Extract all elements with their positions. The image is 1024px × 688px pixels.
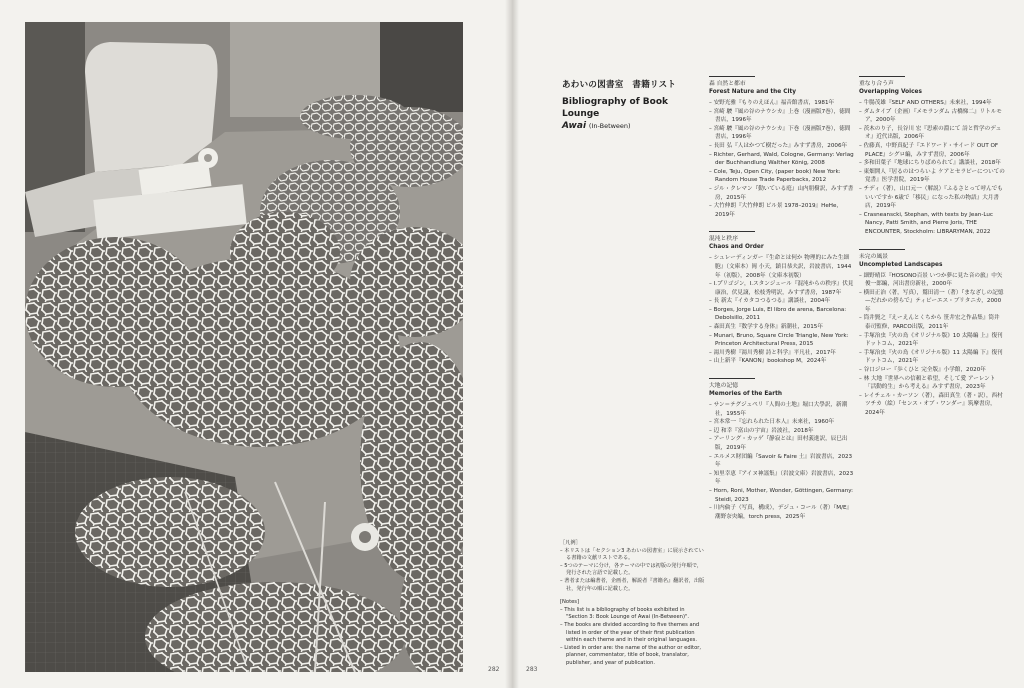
book-entry: – 細野晴臣『HOSONO百景 いつか夢に見た音の旅』中矢俊一郎編，河出書房新社，2000年 [859, 272, 1005, 289]
entry-list [709, 99, 855, 219]
section-title-en: Uncompleted Landscapes [859, 261, 943, 268]
section-rule [709, 231, 755, 232]
sculpture-photo [25, 22, 463, 672]
book-entry: – Munari, Bruno, Square Circle Triangle, New York: Princeton Architectural Press, 2015 [709, 332, 855, 349]
book-entry: – ジル・クレマン『動いている庭』山内朋樹訳，みすず書房，2015年 [709, 185, 855, 202]
title-japanese: あわいの図書室 書籍リスト [562, 80, 677, 90]
bibliography-title [562, 78, 702, 132]
title-english-sub [562, 120, 702, 132]
bibliography-section [709, 76, 855, 219]
book-entry: – チディ（著），山口元一（解説）『ふるさとって呼んでもいいですか 6歳で「移民」になった私の物語』大月書店，2019年 [859, 185, 1005, 211]
book-entry: – 横田正治（著，写真），鷲田清一（著）『まなざしの記憶 —だれかの傍らで』ティビーエス・ブリタニカ，2000年 [859, 289, 1005, 315]
notes-block [560, 540, 705, 668]
bibliography-section [859, 76, 1005, 237]
book-entry: – シュレーディンガー『生命とは何か 物理的にみた生細胞』（文庫本）岡 小天，鎮目恭夫訳，岩波書店，1944年（初版），2008年（文庫本初版） [709, 254, 855, 280]
book-entry: – 多和田葉子『地球にちりばめられて』講談社，2018年 [859, 159, 1005, 168]
entry-list [709, 401, 855, 521]
book-entry: – 牛腸茂雄『SELF AND OTHERS』未來社，1994年 [859, 99, 1005, 108]
bibliography-section [859, 249, 1005, 418]
section-rule [709, 76, 755, 77]
notes-heading-en: [Notes] [560, 599, 580, 606]
entry-list [859, 272, 1005, 418]
page-number-right: 283 [526, 666, 538, 673]
section-title-en: Chaos and Order [709, 244, 764, 251]
book-entry: – Cole, Teju, Open City, (paper book) New York: Random House Trade Paperbacks, 2012 [709, 168, 855, 185]
book-entry: – 知里幸恵『アイヌ神謡集』（岩波文庫）岩波書店，2023年 [709, 470, 855, 487]
book-entry: – 手塚治虫『火の鳥《オリジナル版》11 太陽編 下』復刊ドットコム，2021年 [859, 349, 1005, 366]
notes-list-en [560, 607, 705, 668]
title-in-between: (In-Between) [588, 122, 631, 130]
book-entry: – Richter, Gerhard, Wald, Cologne, Germany: Verlag der Buchhandlung Walther König, 2008 [709, 151, 855, 168]
book-entry: – 長 新太『イカタコつるつる』講談社，2004年 [709, 297, 855, 306]
note-item: – 本リストは「セクション3 あわいの図書室」に展示されている書籍の文献リストである。 [560, 548, 705, 563]
notes-heading-ja: ［凡例］ [560, 540, 581, 546]
book-entry: – Crasneanscki, Stephan, with texts by Jean-Luc Nancy, Patti Smith, and Pierre Joris, THE ENCOUNTER, Stockholm: LIBRARYMAN, 2022 [859, 211, 1005, 237]
book-entry: – ダムタイプ（企画）『メモランダム 古橋悌二』リトルモア，2000年 [859, 108, 1005, 125]
section-title-ja: 未完の風景 [859, 253, 888, 260]
bibliography-section [709, 378, 855, 521]
book-entry: – Borges, Jorge Luis, El libro de arena, Barcelona: Debolsillo, 2011 [709, 306, 855, 323]
bibliography-section [709, 231, 855, 366]
book-entry: – 山上新平『KANON』bookshop M，2024年 [709, 357, 855, 366]
book-entry: – 東畑開人『居るのはつらいよ ケアとセラピーについての覚書』医学書院，2019年 [859, 168, 1005, 185]
section-title-en: Overlapping Voices [859, 89, 922, 95]
book-entry: – 宮本常一『忘れられた日本人』未來社，1960年 [709, 418, 855, 427]
section-rule [859, 249, 905, 250]
notes-list-ja [560, 548, 705, 594]
book-entry: – サン＝テグジュペリ『人間の土地』堀口大學訳，新潮社，1955年 [709, 401, 855, 418]
book-entry: – アーリング・カッゲ『静寂とは』田村義進訳，辰巳出版，2019年 [709, 435, 855, 452]
book-entry: – 宮崎 駿『風の谷のナウシカ』上巻（漫画版7巻），徳間書店，1996年 [709, 108, 855, 125]
book-entry: – 辺 和幸『富山の宇宙』岩波社，2018年 [709, 427, 855, 436]
section-title-ja: 混沌と秩序 [709, 236, 738, 243]
book-entry: – 林 大地『世界への信頼と希望，そして愛 アーレント「活動的生」から考える』みすず書房，2023年 [859, 375, 1005, 392]
section-title-ja: 大地の記憶 [709, 383, 738, 390]
book-entry: – 手塚治虫『火の鳥《オリジナル版》10 太陽編 上』復刊ドットコム，2021年 [859, 332, 1005, 349]
section-rule [709, 378, 755, 379]
book-entry: – 安野光雅『もりのえほん』福音館書店，1981年 [709, 99, 855, 108]
book-entry: – 茨木のり子，長谷川 宏『思索の淵にて 詩と哲学のデュオ』近代出版，2006年 [859, 125, 1005, 142]
title-awai: Awai [562, 121, 587, 131]
book-entry: – 谷口ジロー『歩くひと 完全版』小学館，2020年 [859, 366, 1005, 375]
section-title-en: Forest Nature and the City [709, 89, 797, 95]
page-number-left: 282 [488, 666, 500, 673]
page-gutter [505, 0, 519, 688]
book-entry: – 佐藤真，中野真紀子『エドワード・サイード OUT OF PLACE』シグロ編，みすず書房，2006年 [859, 142, 1005, 159]
note-item: – This list is a bibliography of books exhibited in "Section 3: Book Lounge of Awai (In-Between)". [560, 607, 705, 622]
book-entry: – 宮崎 駿『風の谷のナウシカ』下巻（漫画版7巻），徳間書店，1996年 [709, 125, 855, 142]
book-entry: – 湯川秀樹『湯川秀樹 詩と科学』平凡社，2017年 [709, 349, 855, 358]
book-entry: – 筒井賢之『えーえんとくちから 笹井宏之作品集』筒井泰司監修，PARCO出版，2011年 [859, 314, 1005, 331]
section-rule [859, 76, 905, 77]
section-title-ja: 重なり合う声 [859, 81, 894, 87]
book-entry: – 川内倫子（写真，構成），デジュ・コール（著）『M/E』潮野奈央編，torch press，2025年 [709, 504, 855, 521]
bibliography-column-2 [859, 76, 1005, 430]
book-entry: – 大竹伸朗『大竹伸朗 ビル景 1978–2019』HeHe，2019年 [709, 202, 855, 219]
section-title-ja: 森 自然と都市 [709, 81, 746, 87]
book-entry: – 森田真生『数学する身体』新潮社，2015年 [709, 323, 855, 332]
note-item: – Listed in order are: the name of the author or editor, planner, commentator, title of book, translator, publisher, and year of publication. [560, 645, 705, 668]
section-title-en: Memories of the Earth [709, 391, 782, 398]
book-entry: – エルメス財団編『Savoir & Faire 土』岩波書店，2023年 [709, 453, 855, 470]
book-entry: – I.プリゴジン，I.スタンジェール『混沌からの秩序』伏見康治，伏見譲，松枝秀明訳，みすず書房，1987年 [709, 280, 855, 297]
book-entry: – Horn, Roni, Mother, Wonder, Göttingen, Germany: Steidl, 2023 [709, 487, 855, 504]
note-item: – 著者または編著者，企画者，解説者『書籍名』翻訳者，出版社，発行年の順に記載した。 [560, 578, 705, 593]
book-entry: – 長田 弘『人はかつて樹だった』みすず書房，2006年 [709, 142, 855, 151]
book-entry: – レイチェル・カーソン（著），森田真生（著・訳），西村ツチカ（絵）『センス・オブ・ワンダー』筑摩書房，2024年 [859, 392, 1005, 418]
bibliography-column-1 [709, 76, 855, 533]
title-english: Bibliography of Book Lounge [562, 97, 668, 119]
note-item: – 5つのテーマに分け，各テーマの中では初版の発行年順で，発行された言語で記載した。 [560, 563, 705, 578]
note-item: – The books are divided according to five themes and listed in order of the year of their first publication within each theme and in their original languages. [560, 622, 705, 645]
entry-list [859, 99, 1005, 237]
entry-list [709, 254, 855, 366]
